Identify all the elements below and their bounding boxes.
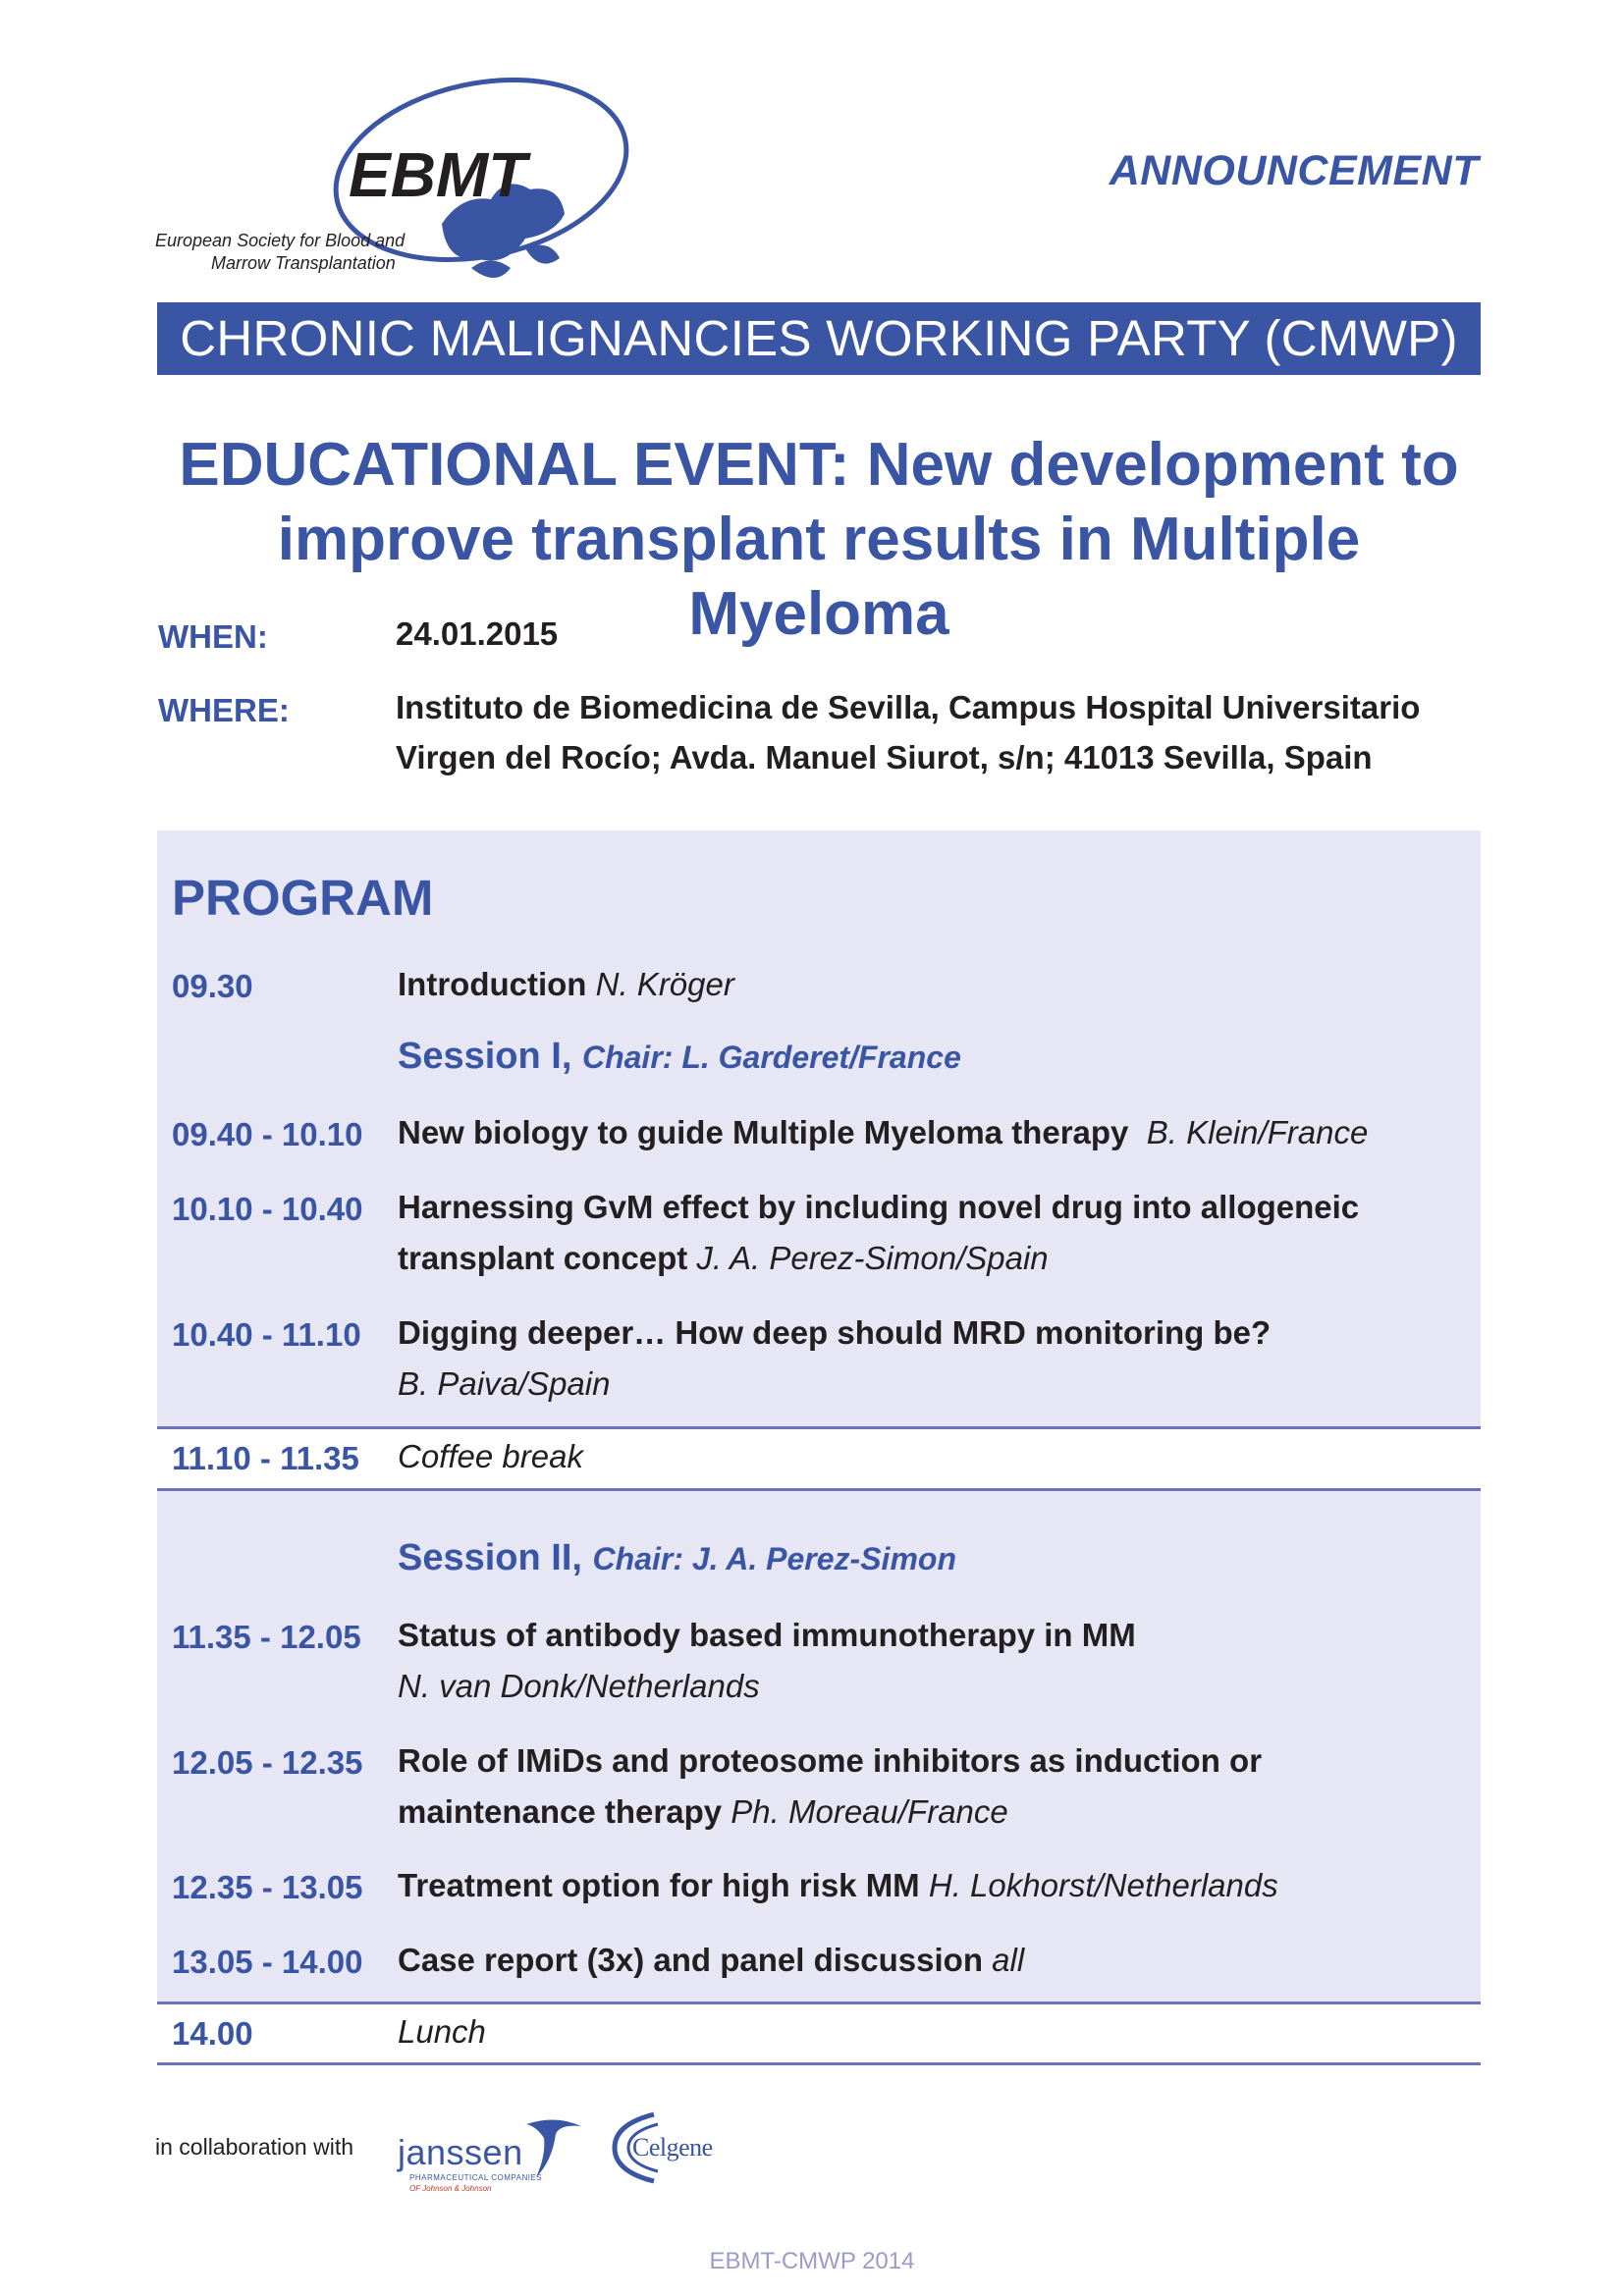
item-title: Status of antibody based immunotherapy in MM [398,1617,1136,1653]
janssen-sub2: OF Johnson & Johnson [409,2184,492,2193]
item-speaker: B. Paiva/Spain [398,1365,611,1402]
time-slot: 11.35 - 12.05 [172,1619,361,1655]
time-intro: 09.30 [172,968,253,1004]
item-speaker: J. A. Perez-Simon/Spain [696,1240,1049,1276]
coffee-break [398,1431,1468,1482]
item-speaker: all [992,1942,1025,1978]
program-item [398,1610,1468,1712]
announcement-label: ANNOUNCEMENT [1109,147,1479,194]
logo-abbr: EBMT [349,139,527,210]
item-speaker: H. Lokhorst/Netherlands [928,1867,1278,1903]
logo-tagline-line2: Marrow Transplantation [211,253,396,273]
time-slot: 09.40 - 10.10 [172,1116,363,1152]
item-title: Role of IMiDs and proteosome inhibitors as induction or [398,1742,1263,1779]
program-item [398,1308,1468,1410]
celgene-wordmark: Celgene [632,2133,713,2162]
session-chair: Chair: J. A. Perez-Simon [592,1541,956,1576]
program-item [398,1860,1468,1911]
time-slot: 10.40 - 11.10 [172,1316,361,1353]
footer-text: EBMT-CMWP 2014 [709,2248,915,2274]
time-slot: 13.05 - 14.00 [172,1944,363,1980]
item-speaker: N. van Donk/Netherlands [398,1668,760,1704]
working-party-banner: CHRONIC MALIGNANCIES WORKING PARTY (CMWP) [157,302,1481,375]
item-title: New biology to guide Multiple Myeloma therapy [398,1114,1129,1150]
collab-label: in collaboration with [155,2134,354,2160]
divider [157,2002,1481,2004]
logo-tagline-line1: European Society for Blood and [155,231,406,250]
time-lunch: 14.00 [172,2015,253,2052]
where-line2: Virgen del Rocío; Avda. Manuel Siurot, s/n; 41013 Sevilla, Spain [396,739,1373,775]
time-coffee: 11.10 - 11.35 [172,1440,359,1476]
item-title-cont: transplant concept [398,1240,688,1276]
lunch [398,2006,1468,2057]
item-speaker: Ph. Moreau/France [731,1793,1008,1830]
time-slot: 10.10 - 10.40 [172,1191,363,1227]
item-title: Harnessing GvM effect by including novel drug into allogeneic [398,1189,1360,1225]
session-1-heading [398,1036,961,1078]
janssen-swoosh-icon [518,2112,587,2181]
intro-item [398,959,1468,1010]
janssen-logo [396,2112,592,2206]
session-title: Session II, [398,1537,582,1578]
item-title: Digging deeper… How deep should MRD monitoring be? [398,1314,1272,1351]
where-label: WHERE: [158,692,290,728]
item-title: Introduction [398,966,587,1002]
session-2-heading [398,1537,956,1579]
divider [157,2062,1481,2065]
item-title: Case report (3x) and panel discussion [398,1942,983,1978]
program-item [398,1735,1468,1838]
lunch-label: Lunch [398,2013,486,2050]
event-title-line1: EDUCATIONAL EVENT: New development to [179,431,1459,499]
item-speaker: N. Kröger [595,966,734,1002]
session-title: Session I, [398,1036,572,1077]
session-chair: Chair: L. Garderet/France [581,1040,961,1075]
coffee-label: Coffee break [398,1438,583,1474]
celgene-logo [607,2109,715,2187]
time-slot: 12.05 - 12.35 [172,1744,363,1781]
janssen-wordmark: janssen [398,2132,523,2172]
where-line1: Instituto de Biomedicina de Sevilla, Campus Hospital Universitario [396,689,1421,725]
program-item [398,1182,1468,1284]
janssen-sub: PHARMACEUTICAL COMPANIES [409,2173,543,2182]
program-heading: PROGRAM [172,870,434,926]
time-slot: 12.35 - 13.05 [172,1869,363,1905]
program-item [398,1935,1468,1986]
item-title: Treatment option for high risk MM [398,1867,920,1903]
divider [157,1426,1481,1429]
program-item [398,1107,1468,1158]
when-label: WHEN: [158,618,268,655]
divider [157,1488,1481,1491]
item-title-cont: maintenance therapy [398,1793,723,1830]
item-speaker: B. Klein/France [1146,1114,1369,1150]
when-value: 24.01.2015 [396,615,559,652]
event-title-line2: improve transplant results in Multiple Myeloma [277,506,1361,648]
